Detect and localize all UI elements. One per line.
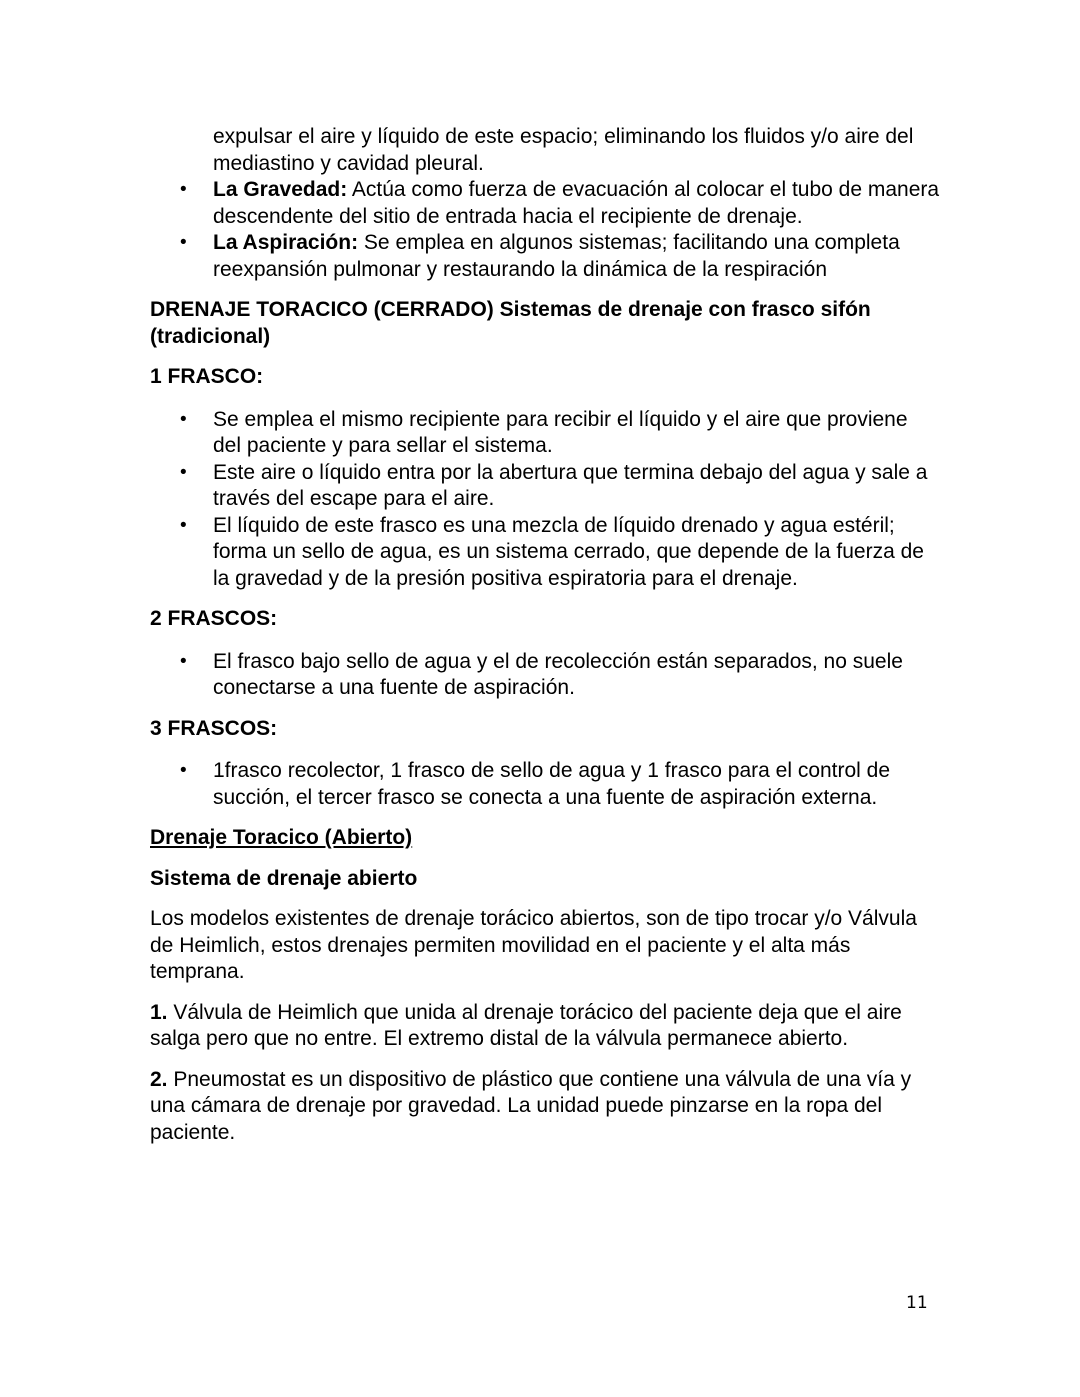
list-item: • Se emplea el mismo recipiente para recibir el líquido y el aire que proviene del paciente y para sellar el sistema. [150,407,940,460]
item-number: 1. [150,1000,168,1024]
two-bottles-list [150,649,940,702]
list-item-gravedad [150,177,940,230]
one-bottle-title: 1 FRASCO: [150,365,264,388]
bullet-text: Actúa como fuerza de evacuación al colocar el tubo de manera descendente del sitio de entrada hacia el recipiente de drenaje. [213,178,940,228]
bullet-text: expulsar el aire y líquido de este espacio; eliminando los fluidos y/o aire del mediastino y cavidad pleural. [213,125,914,175]
list-item: • El frasco bajo sello de agua y el de recolección están separados, no suele conectarse a una fuente de aspiración. [150,649,940,702]
list-item-continuation [150,124,940,177]
intro-bullet-list [150,124,940,283]
item-text: Pneumostat es un dispositivo de plástico que contiene una válvula de una vía y una cámara de drenaje por gravedad. La unidad puede pinzarse en la ropa del paciente. [150,1067,912,1144]
list-item: • Este aire o líquido entra por la abertura que termina debajo del agua y sale a través del escape para el aire. [150,460,940,513]
list-item: • 1frasco recolector, 1 frasco de sello de agua y 1 frasco para el control de succión, el tercer frasco se conecta a una fuente de aspiración externa. [150,758,940,811]
item-text: Válvula de Heimlich que unida al drenaje torácico del paciente deja que el aire salga pero que no entre. El extremo distal de la válvula permanece abierto. [150,1000,902,1050]
numbered-item-2 [150,1067,940,1147]
three-bottles-list [150,758,940,811]
open-intro-paragraph: Los modelos existentes de drenaje torácico abiertos, son de tipo trocar y/o Válvula de Heimlich, estos drenajes permiten movilidad en el paciente y el alta más temprana. [150,907,917,983]
bullet-label: La Gravedad: [213,178,348,201]
two-bottles-title: 2 FRASCOS: [150,607,278,630]
bullet-label: La Aspiración: [213,231,359,254]
list-item: • El líquido de este frasco es una mezcla de líquido drenado y agua estéril; forma un sello de agua, es un sistema cerrado, que depende de la fuerza de la gravedad y de la presión positiva espiratoria para el drenaje. [150,513,940,593]
open-section-title: Drenaje Toracico (Abierto) [150,826,413,849]
three-bottles-title: 3 FRASCOS: [150,716,278,740]
item-number: 2. [150,1067,168,1091]
page-content [150,124,940,1146]
bullet-text: Se emplea en algunos sistemas; facilitando una completa reexpansión pulmonar y restaurando la dinámica de la respiración [213,231,900,281]
one-bottle-list [150,407,940,593]
numbered-item-1 [150,1000,940,1053]
page-number: 11 [906,1293,928,1313]
list-item-aspiracion [150,230,940,283]
open-system-title: Sistema de drenaje abierto [150,866,418,890]
section-closed-title: DRENAJE TORACICO (CERRADO) Sistemas de drenaje con frasco sifón (tradicional) [150,298,871,348]
